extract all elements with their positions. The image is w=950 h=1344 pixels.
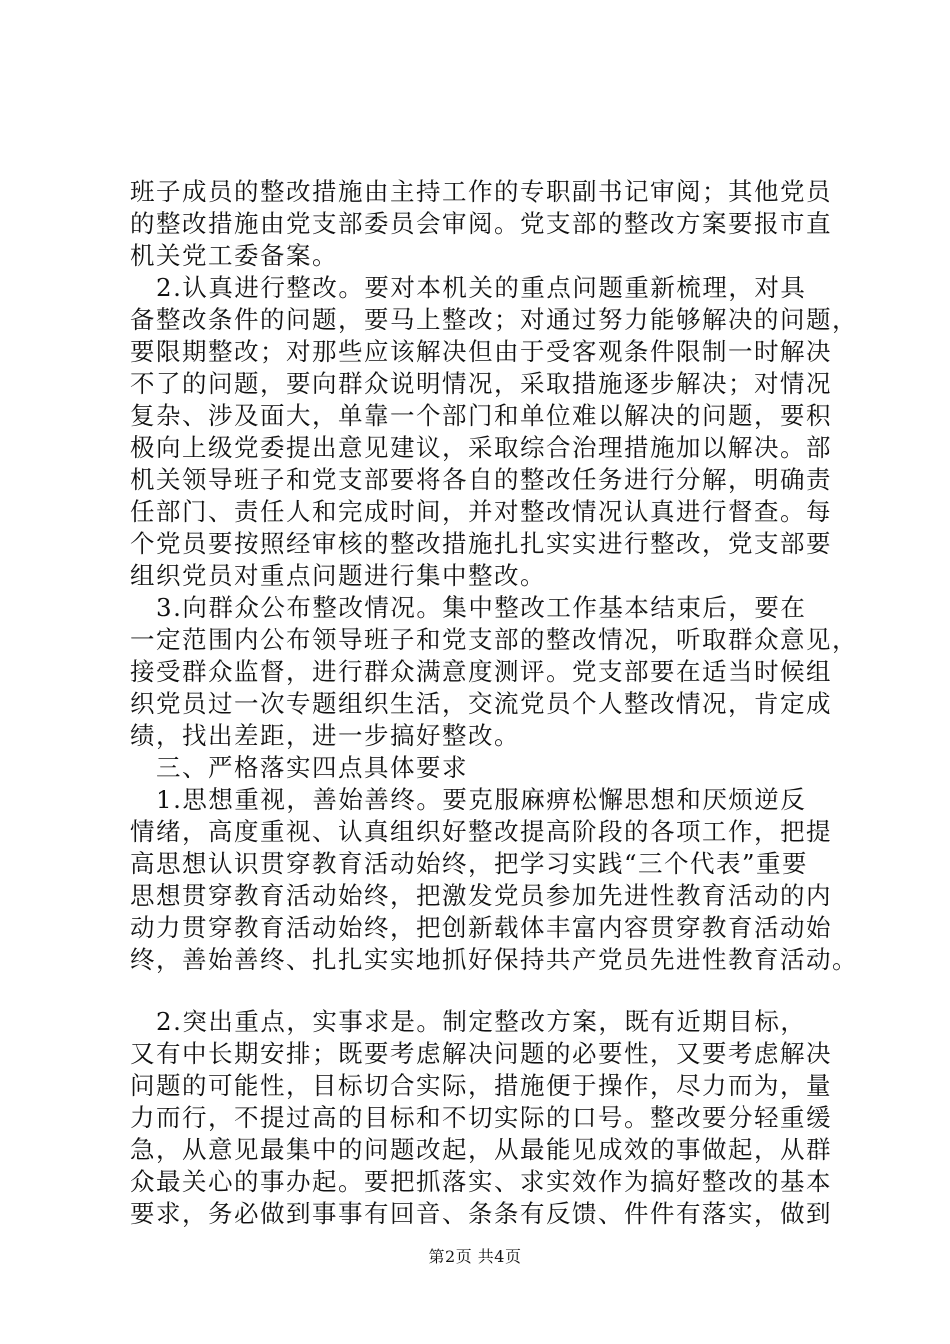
- text-line: 机关党工委备案。: [130, 241, 338, 270]
- text-line: 绩，找出差距，进一步搞好整改。: [130, 721, 520, 750]
- text-line: 动力贯穿教育活动始终，把创新载体丰富内容贯穿教育活动始: [130, 913, 832, 942]
- section-heading: 三、严格落实四点具体要求: [130, 753, 468, 782]
- text-line: 1.思想重视，善始善终。要克服麻痹松懈思想和厌烦逆反: [130, 785, 807, 814]
- text-line: 织党员过一次专题组织生活，交流党员个人整改情况，肯定成: [130, 689, 832, 718]
- text-line: 力而行，不提过高的目标和不切实际的口号。整改要分轻重缓: [130, 1103, 832, 1132]
- text-line: 不了的问题，要向群众说明情况，采取措施逐步解决；对情况: [130, 369, 832, 398]
- text-line: 的整改措施由党支部委员会审阅。党支部的整改方案要报市直: [130, 209, 832, 238]
- text-line: 极向上级党委提出意见建议，采取综合治理措施加以解决。部: [130, 433, 832, 462]
- text-line: 又有中长期安排；既要考虑解决问题的必要性，又要考虑解决: [130, 1039, 832, 1068]
- text-line: 思想贯穿教育活动始终，把激发党员参加先进性教育活动的内: [130, 881, 832, 910]
- text-line: 急，从意见最集中的问题改起，从最能见成效的事做起，从群: [130, 1135, 832, 1164]
- text-line: 任部门、责任人和完成时间，并对整改情况认真进行督查。每: [130, 497, 832, 526]
- text-line: 备整改条件的问题，要马上整改；对通过努力能够解决的问题，: [130, 305, 858, 334]
- page-footer: 第2页 共4页: [428, 1247, 522, 1266]
- text-line: 众最关心的事办起。要把抓落实、求实效作为搞好整改的基本: [130, 1167, 832, 1196]
- text-line: 2.突出重点，实事求是。制定整改方案，既有近期目标，: [130, 1007, 807, 1036]
- text-line: 问题的可能性，目标切合实际，措施便于操作，尽力而为，量: [130, 1071, 832, 1100]
- text-line: 情绪，高度重视、认真组织好整改提高阶段的各项工作，把提: [130, 817, 832, 846]
- text-line: 要求，务必做到事事有回音、条条有反馈、件件有落实，做到: [130, 1199, 832, 1228]
- text-line: 终，善始善终、扎扎实实地抓好保持共产党员先进性教育活动。: [130, 945, 858, 974]
- text-line: 组织党员对重点问题进行集中整改。: [130, 561, 546, 590]
- text-line: 3.向群众公布整改情况。集中整改工作基本结束后，要在: [130, 593, 807, 622]
- text-line: 2.认真进行整改。要对本机关的重点问题重新梳理，对具: [130, 273, 807, 302]
- text-line: 接受群众监督，进行群众满意度测评。党支部要在适当时候组: [130, 657, 832, 686]
- text-line: 班子成员的整改措施由主持工作的专职副书记审阅；其他党员: [130, 177, 832, 206]
- text-line: 一定范围内公布领导班子和党支部的整改情况，听取群众意见，: [130, 625, 858, 654]
- text-line: 个党员要按照经审核的整改措施扎扎实实进行整改，党支部要: [130, 529, 832, 558]
- text-line: 机关领导班子和党支部要将各自的整改任务进行分解，明确责: [130, 465, 832, 494]
- text-line: 复杂、涉及面大，单靠一个部门和单位难以解决的问题，要积: [130, 401, 832, 430]
- text-line: 高思想认识贯穿教育活动始终，把学习实践“三个代表”重要: [130, 849, 809, 878]
- text-line: 要限期整改；对那些应该解决但由于受客观条件限制一时解决: [130, 337, 832, 366]
